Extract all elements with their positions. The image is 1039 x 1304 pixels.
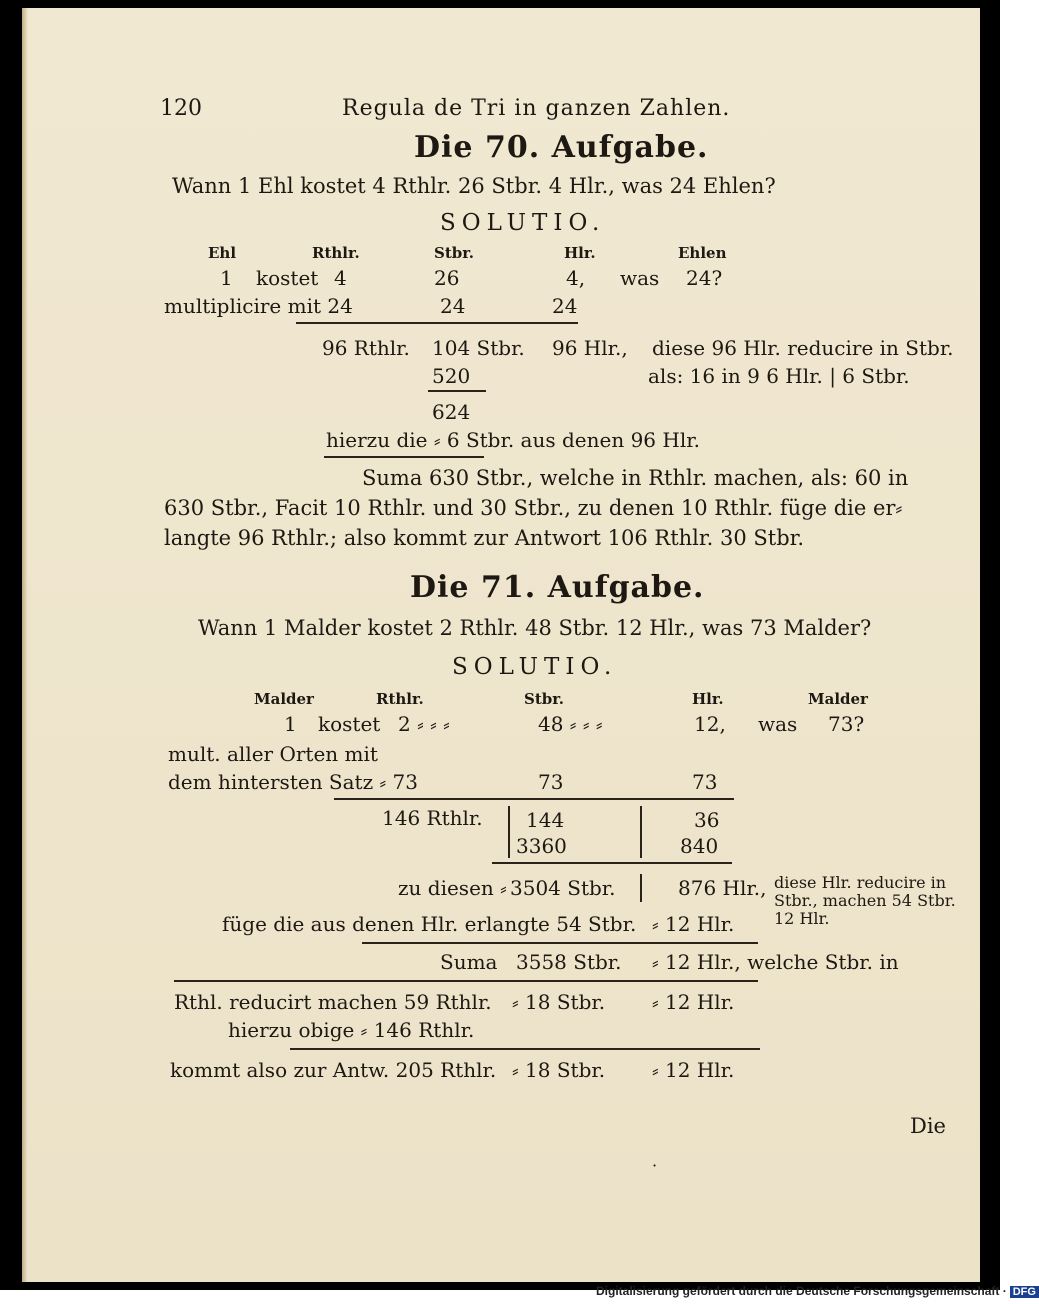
- divider-line: [296, 322, 578, 324]
- p71-row1-was: was: [758, 712, 798, 736]
- divider-line: [492, 862, 732, 864]
- p71-row1-stbr: 48 ⸗ ⸗ ⸗: [538, 712, 603, 736]
- problem-70-question: Wann 1 Ehl kostet 4 Rthlr. 26 Stbr. 4 Hlr., was 24 Ehlen?: [172, 174, 776, 198]
- p71-row8-stbr: ⸗ 18 Stbr.: [512, 990, 606, 1014]
- ink-speck: ·: [652, 1156, 658, 1175]
- p70-row1-kostet: kostet: [256, 266, 319, 290]
- p71-row1-kostet: kostet: [318, 712, 381, 736]
- p71-row10-stbr: ⸗ 18 Stbr.: [512, 1058, 606, 1082]
- col-hlr: Hlr.: [564, 244, 596, 262]
- p70-row3-hlr: 96 Hlr.,: [552, 336, 628, 360]
- divider-line: [428, 390, 486, 392]
- p71-row2-label-a: mult. aller Orten mit: [168, 742, 378, 766]
- p70-paragraph-line-3: langte 96 Rthlr.; also kommt zur Antwort 106 Rthlr. 30 Stbr.: [164, 526, 805, 550]
- p70-row2-stbr: 24: [440, 294, 466, 318]
- p71-row8-label: Rthl. reducirt machen 59 Rthlr.: [174, 990, 492, 1014]
- column-divider: [640, 806, 642, 858]
- col-malder-2: Malder: [808, 690, 868, 708]
- p71-row3-stbr: 144: [526, 808, 565, 832]
- col-rthlr: Rthlr.: [376, 690, 424, 708]
- p70-row1-rthlr: 4: [334, 266, 347, 290]
- p71-row9-label: hierzu obige ⸗ 146 Rthlr.: [228, 1018, 475, 1042]
- p70-row1-hlr: 4,: [566, 266, 586, 290]
- col-ehlen: Ehlen: [678, 244, 727, 262]
- footer-text: Digitalisierung gefördert durch die Deutsche Forschungsgemeinschaft ·: [596, 1284, 1007, 1298]
- p70-row4-note: als: 16 in 9 6 Hlr. | 6 Stbr.: [648, 364, 910, 388]
- p70-row2-label: multiplicire mit 24: [164, 294, 353, 318]
- problem-71-question: Wann 1 Malder kostet 2 Rthlr. 48 Stbr. 12 Hlr., was 73 Malder?: [198, 616, 872, 640]
- p71-row5-hlr: 876 Hlr.,: [678, 876, 767, 900]
- dfg-logo: DFG: [1010, 1286, 1039, 1298]
- page-spine-shadow: [22, 8, 28, 1282]
- p71-row2-hlr: 73: [692, 770, 718, 794]
- p70-row2-hlr: 24: [552, 294, 578, 318]
- p70-row3-note: diese 96 Hlr. reducire in Stbr.: [652, 336, 954, 360]
- p71-row5-label: zu diesen ⸗: [398, 876, 507, 900]
- divider-line: [334, 798, 734, 800]
- col-ehl: Ehl: [208, 244, 237, 262]
- funding-footer: [596, 1284, 1039, 1298]
- p70-row1-quantity: 1: [220, 266, 233, 290]
- p71-row5-note: diese Hlr. reducire in Stbr., machen 54 Stbr. 12 Hlr.: [774, 873, 956, 928]
- p71-row10-hlr: ⸗ 12 Hlr.: [652, 1058, 735, 1082]
- p71-row3-rthlr: 146 Rthlr.: [382, 806, 483, 830]
- p71-row3-hlr: 36: [694, 808, 720, 832]
- col-rthlr: Rthlr.: [312, 244, 360, 262]
- p71-row1-rthlr: 2 ⸗ ⸗ ⸗: [398, 712, 450, 736]
- p71-row1-quantity: 1: [284, 712, 297, 736]
- problem-70-solutio: SOLUTIO.: [440, 210, 606, 236]
- divider-line: [290, 1048, 760, 1050]
- running-title: Regula de Tri in ganzen Zahlen.: [342, 96, 731, 121]
- p71-row7-label: Suma: [440, 950, 498, 974]
- problem-70-title: Die 70. Aufgabe.: [414, 130, 709, 165]
- col-malder: Malder: [254, 690, 314, 708]
- col-stbr: Stbr.: [524, 690, 564, 708]
- p71-row2-stbr: 73: [538, 770, 564, 794]
- p70-paragraph-line-2: 630 Stbr., Facit 10 Rthlr. und 30 Stbr., zu denen 10 Rthlr. füge die er⸗: [164, 496, 903, 520]
- p71-row6-label: füge die aus denen Hlr. erlangte 54 Stbr.: [222, 912, 637, 936]
- book-page: [22, 8, 980, 1282]
- p70-row3-stbr: 104 Stbr.: [432, 336, 525, 360]
- problem-71-solutio: SOLUTIO.: [452, 654, 618, 680]
- p71-row1-hlr: 12,: [694, 712, 726, 736]
- problem-71-title: Die 71. Aufgabe.: [410, 570, 705, 605]
- column-divider: [640, 874, 642, 902]
- p71-row8-hlr: ⸗ 12 Hlr.: [652, 990, 735, 1014]
- p71-row7-stbr: 3558 Stbr.: [516, 950, 622, 974]
- p71-row10-label: kommt also zur Antw. 205 Rthlr.: [170, 1058, 497, 1082]
- p71-row1-target: 73?: [828, 712, 865, 736]
- p70-row1-was: was: [620, 266, 660, 290]
- p70-row5-stbr: 624: [432, 400, 471, 424]
- p71-row2-label-b: dem hintersten Satz ⸗ 73: [168, 770, 418, 794]
- p71-row6-hlr: ⸗ 12 Hlr.: [652, 912, 735, 936]
- p71-row4-stbr: 3360: [516, 834, 567, 858]
- p70-row1-stbr: 26: [434, 266, 460, 290]
- catchword: Die: [910, 1114, 946, 1138]
- col-hlr: Hlr.: [692, 690, 724, 708]
- column-divider: [508, 806, 510, 858]
- p70-row3-rthlr: 96 Rthlr.: [322, 336, 410, 360]
- p70-row1-target: 24?: [686, 266, 723, 290]
- col-stbr: Stbr.: [434, 244, 474, 262]
- p71-row5-stbr: 3504 Stbr.: [510, 876, 616, 900]
- divider-line: [174, 980, 758, 982]
- p71-row4-hlr: 840: [680, 834, 719, 858]
- divider-line: [362, 942, 758, 944]
- divider-line: [324, 456, 484, 458]
- page-number: 120: [160, 96, 202, 121]
- p70-paragraph-line-1: Suma 630 Stbr., welche in Rthlr. machen, als: 60 in: [362, 466, 909, 490]
- p70-row6: hierzu die ⸗ 6 Stbr. aus denen 96 Hlr.: [326, 428, 700, 452]
- p71-row7-hlr: ⸗ 12 Hlr., welche Stbr. in: [652, 950, 899, 974]
- p70-row4-stbr: 520: [432, 364, 471, 388]
